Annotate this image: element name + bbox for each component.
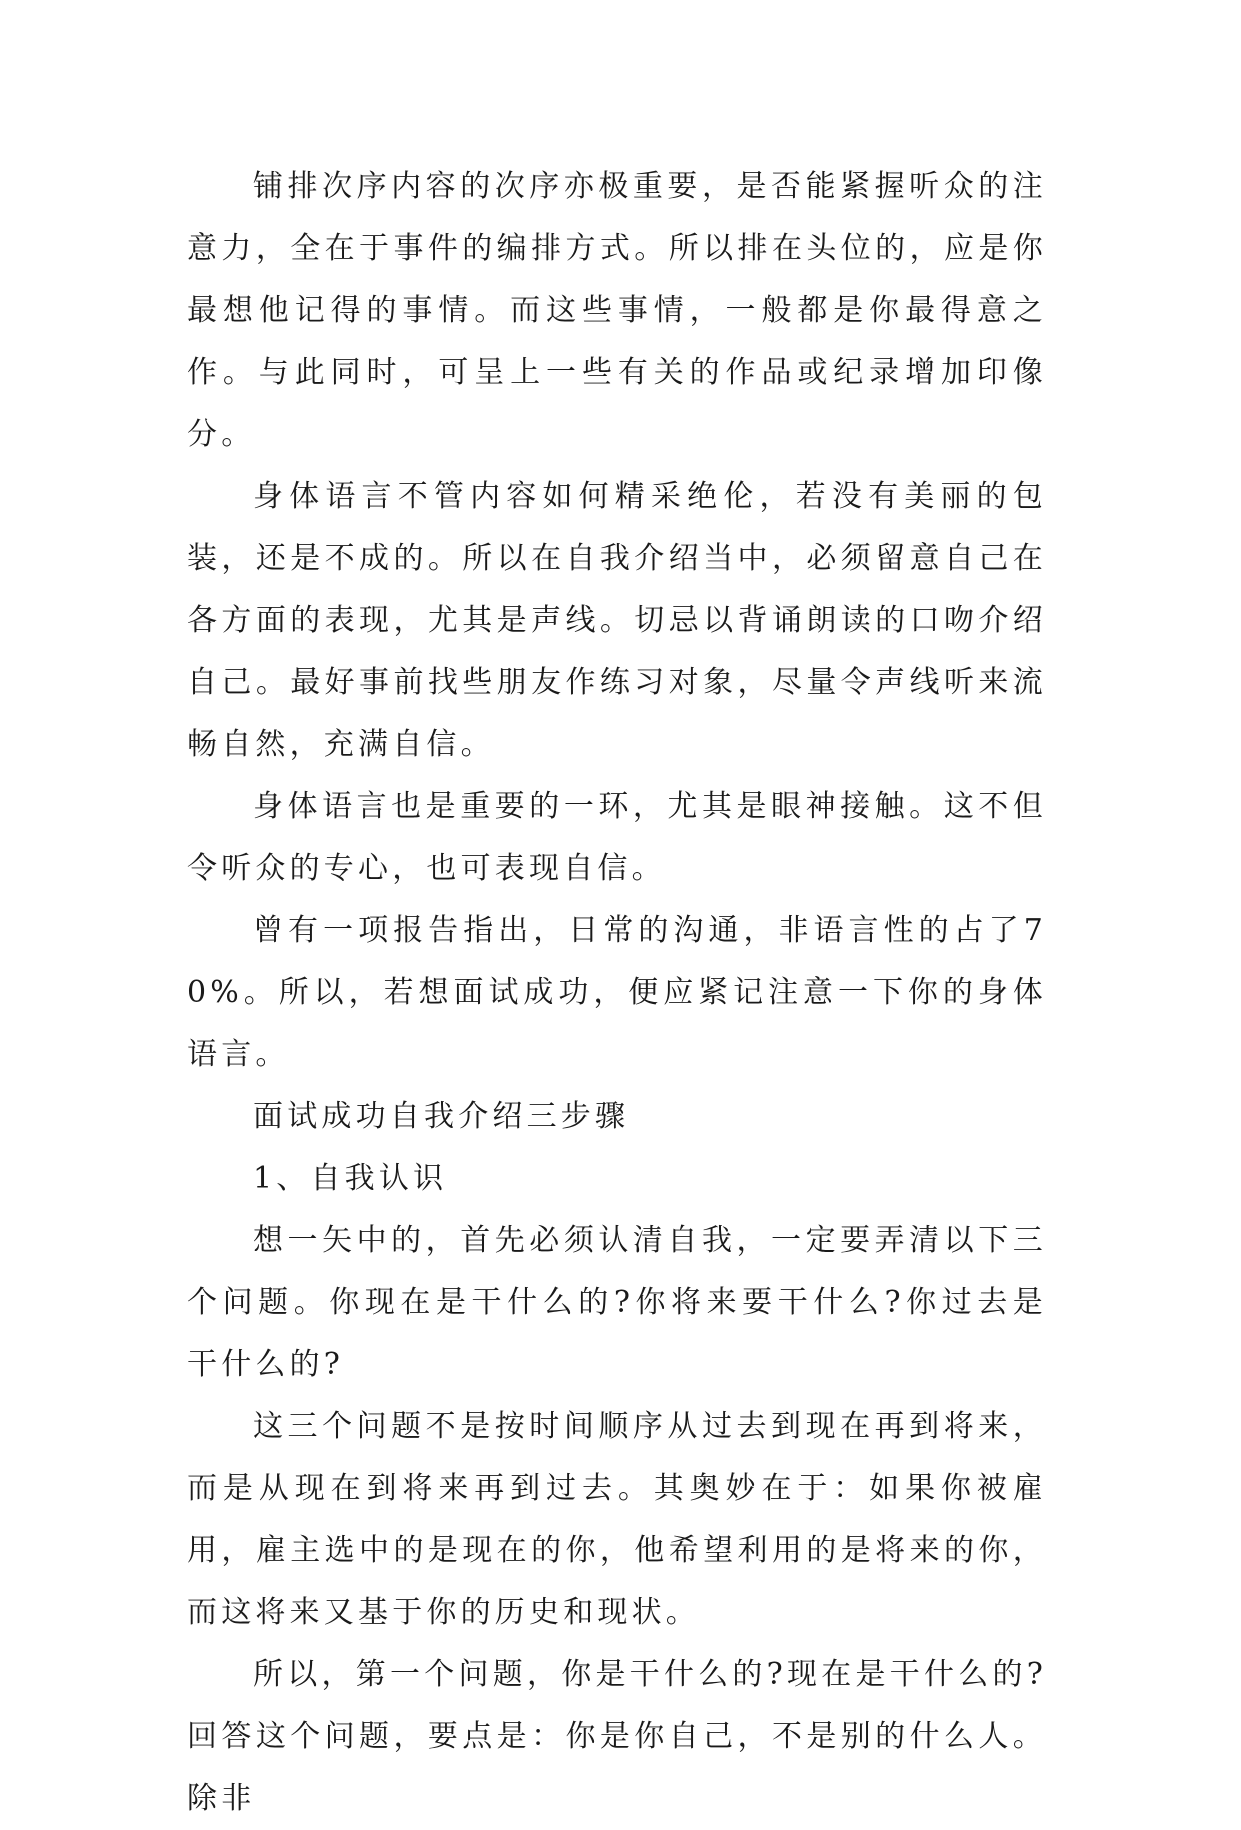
document-body [187,156,1047,1830]
paragraph: 身体语言不管内容如何精采绝伦，若没有美丽的包装，还是不成的。所以在自我介绍当中，必须留意自己在各方面的表现，尤其是声线。切忌以背诵朗读的口吻介绍自己。最好事前找些朋友作练习对象，尽量令声线听来流畅自然，充满自信。 [187,479,1047,762]
paragraph: 所以，第一个问题，你是干什么的?现在是干什么的?回答这个问题，要点是：你是你自己，不是别的什么人。除非 [187,1657,1047,1816]
subsection-heading: 1、自我认识 [253,1161,448,1196]
paragraph: 这三个问题不是按时间顺序从过去到现在再到将来，而是从现在到将来再到过去。其奥妙在于：如果你被雇用，雇主选中的是现在的你，他希望利用的是将来的你，而这将来又基于你的历史和现状。 [187,1409,1047,1630]
paragraph: 曾有一项报告指出，日常的沟通，非语言性的占了70%。所以，若想面试成功，便应紧记注意一下你的身体语言。 [187,913,1047,1072]
paragraph: 想一矢中的，首先必须认清自我，一定要弄清以下三个问题。你现在是干什么的?你将来要干什么?你过去是干什么的? [187,1223,1047,1382]
section-heading: 面试成功自我介绍三步骤 [253,1099,630,1134]
paragraph: 铺排次序内容的次序亦极重要，是否能紧握听众的注意力，全在于事件的编排方式。所以排在头位的，应是你最想他记得的事情。而这些事情，一般都是你最得意之作。与此同时，可呈上一些有关的作品或纪录增加印像分。 [187,169,1047,452]
paragraph: 身体语言也是重要的一环，尤其是眼神接触。这不但令听众的专心，也可表现自信。 [187,789,1047,886]
